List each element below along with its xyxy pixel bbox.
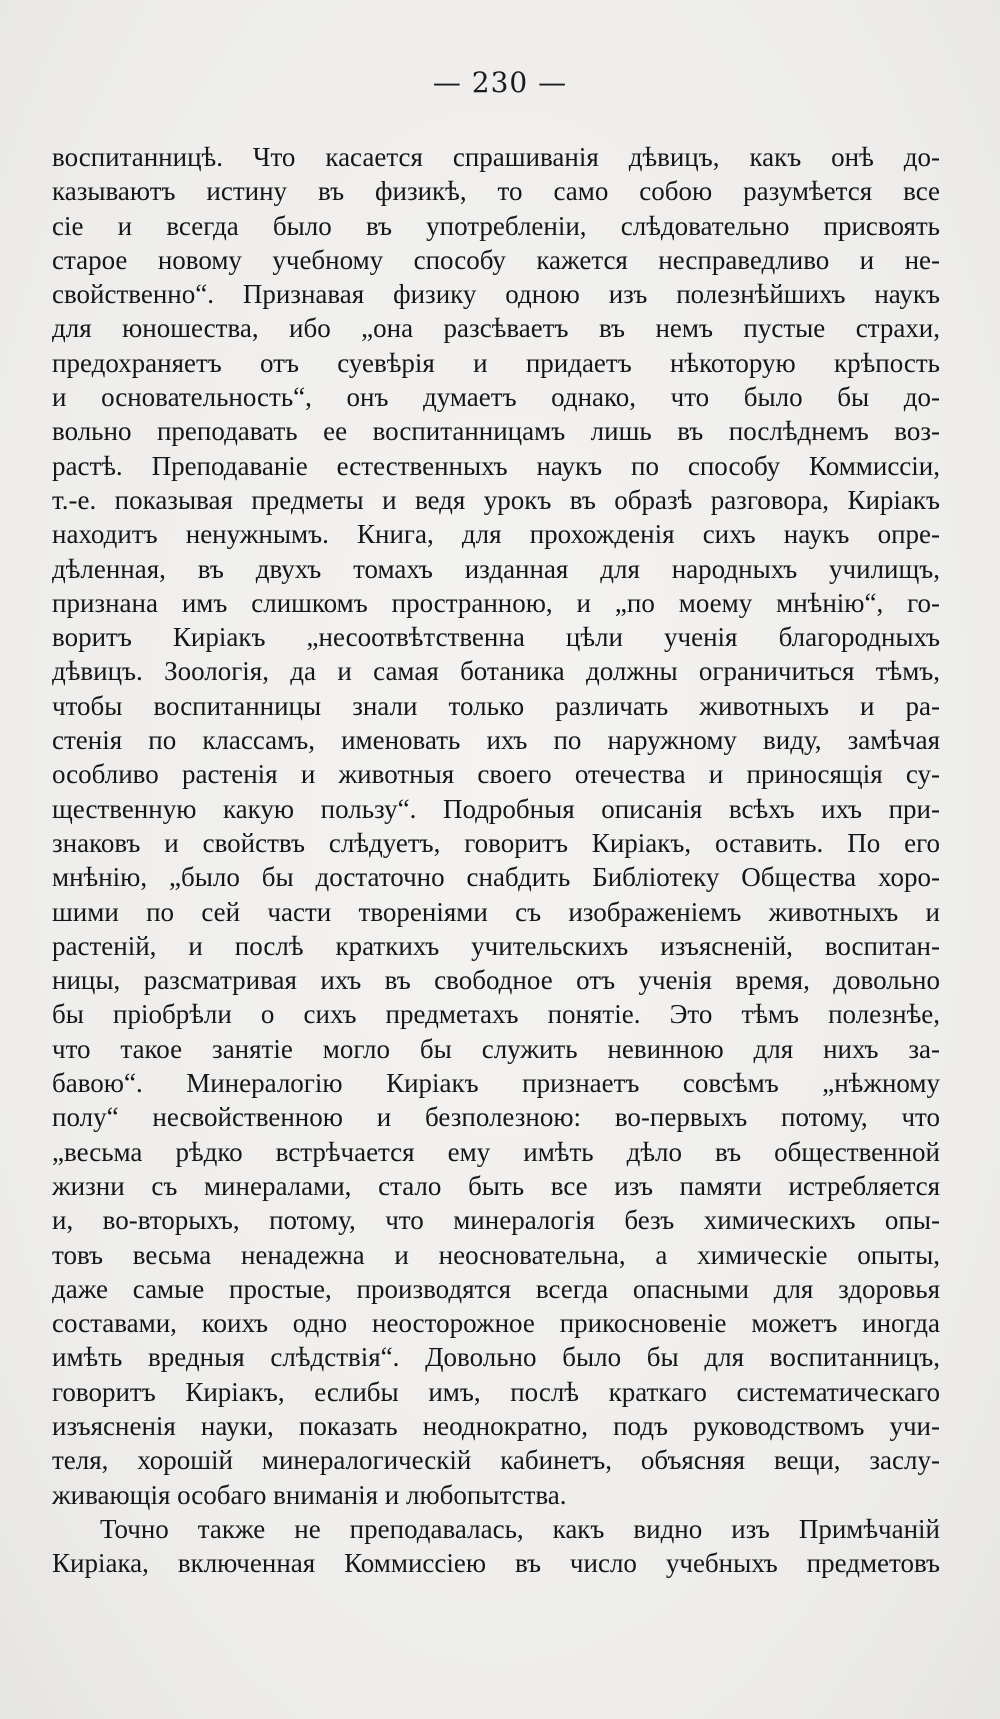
text-line: воспитанницѣ. Что касается спрашиванія дѣвицъ, какъ онѣ до- xyxy=(52,142,940,172)
text-line: сіе и всегда было въ употребленіи, слѣдовательно присвоять xyxy=(52,210,940,241)
text-line: стенія по классамъ, именовать ихъ по наружному виду, замѣчая xyxy=(52,725,940,756)
text-line: говоритъ Киріакъ, еслибы имъ, послѣ краткаго систематическаго xyxy=(52,1376,940,1407)
text-line: растѣ. Преподаваніе естественныхъ наукъ по способу Коммиссіи, xyxy=(52,450,940,481)
text-line: т.-е. показывая предметы и ведя урокъ въ образѣ разговора, Киріакъ xyxy=(52,484,940,515)
text-line: знаковъ и свойствъ слѣдуетъ, говоритъ Киріакъ, оставить. По его xyxy=(52,827,940,858)
text-line: составами, коихъ одно неосторожное прикосновеніе можетъ иногда xyxy=(52,1308,940,1339)
text-line: мнѣнію, „было бы достаточно снабдить Библіотеку Общества хоро- xyxy=(52,862,940,893)
text-line: предохраняетъ отъ суевѣрія и придаетъ нѣкоторую крѣпость xyxy=(52,347,940,378)
text-line: ницы, разсматривая ихъ въ свободное отъ ученія время, довольно xyxy=(52,965,940,996)
text-line: щественную какую пользу“. Подробныя описанія всѣхъ ихъ при- xyxy=(52,793,940,824)
text-line: жизни съ минералами, стало быть все изъ памяти истребляется xyxy=(52,1170,940,1201)
text-line: признана имъ слишкомъ пространною, и „по моему мнѣнію“, го- xyxy=(52,587,940,618)
text-line: что такое занятіе могло бы служить невинною для нихъ за- xyxy=(52,1033,940,1064)
text-line: даже самые простые, производятся всегда опасными для здоровья xyxy=(52,1273,940,1304)
text-line: вольно преподавать ее воспитанницамъ лишь въ послѣднемъ воз- xyxy=(52,416,940,447)
text-line: живающія особаго вниманія и любопытства. xyxy=(52,1479,567,1510)
text-line: шими по сей части твореніями съ изображеніемъ животныхъ и xyxy=(52,896,940,927)
text-line: находитъ ненужнымъ. Книга, для прохожденія сихъ наукъ опре- xyxy=(52,519,940,550)
text-line: изъясненія науки, показать неоднократно, подъ руководствомъ учи- xyxy=(52,1410,940,1441)
text-line: дѣвицъ. Зоологія, да и самая ботаника должны ограничиться тѣмъ, xyxy=(52,656,940,687)
text-line: Киріака, включенная Коммиссіею въ число учебныхъ предметовъ xyxy=(52,1548,940,1579)
text-line: „весьма рѣдко встрѣчается ему имѣть дѣло въ общественной xyxy=(52,1136,940,1167)
text-line: и основательность“, онъ думаетъ однако, что было бы до- xyxy=(52,382,940,413)
text-line: полу“ несвойственною и безполезною: во-первыхъ потому, что xyxy=(52,1102,940,1133)
text-line: теля, хорошій минералогическій кабинетъ, объясняя вещи, заслу- xyxy=(52,1445,940,1476)
text-line: воритъ Киріакъ „несоотвѣтственна цѣли ученія благородныхъ xyxy=(52,622,940,653)
paragraph xyxy=(52,140,940,1512)
body-text xyxy=(52,140,940,1580)
text-line: бы пріобрѣли о сихъ предметахъ понятіе. Это тѣмъ полезнѣе, xyxy=(52,999,940,1030)
text-line: свойственно“. Признавая физику одною изъ полезнѣйшихъ наукъ xyxy=(52,279,940,310)
text-line: бавою“. Минералогію Киріакъ признаетъ совсѣмъ „нѣжному xyxy=(52,1068,940,1099)
text-line: имѣть вредныя слѣдствія“. Довольно было бы для воспитанницъ, xyxy=(52,1342,940,1373)
text-line: Точно также не преподавалась, какъ видно изъ Примѣчаній xyxy=(100,1513,940,1544)
text-line: для юношества, ибо „она разсѣваетъ въ немъ пустые страхи, xyxy=(52,313,940,344)
page-number: — 230 — xyxy=(432,66,568,99)
text-line: и, во-вторыхъ, потому, что минералогія безъ химическихъ опы- xyxy=(52,1205,940,1236)
text-line: старое новому учебному способу кажется несправедливо и не- xyxy=(52,244,940,275)
text-line: дѣленная, въ двухъ томахъ изданная для народныхъ училищъ, xyxy=(52,553,940,584)
paragraph xyxy=(52,1512,940,1581)
text-line: особливо растенія и животныя своего отечества и приносящія су- xyxy=(52,759,940,790)
text-line: казываютъ истину въ физикѣ, то само собою разумѣется все xyxy=(52,176,940,207)
text-line: чтобы воспитанницы знали только различать животныхъ и ра- xyxy=(52,690,940,721)
text-line: товъ весьма ненадежна и неосновательна, а химическіе опыты, xyxy=(52,1239,940,1270)
text-line: растеній, и послѣ краткихъ учительскихъ изъясненій, воспитан- xyxy=(52,930,940,961)
